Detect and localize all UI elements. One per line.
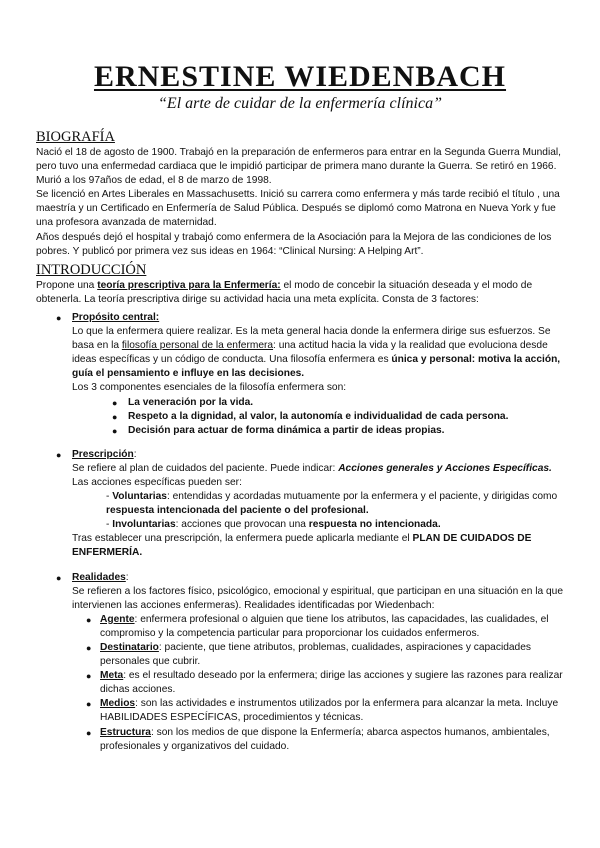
section-prescripcion (36, 448, 564, 561)
voluntarias-item (72, 490, 564, 518)
proposito-heading: Propósito central: (72, 311, 160, 323)
proposito-text-1: Lo que la enfermera quiere realizar. Es la meta general hacia donde la enfermera dirige sus esfuerzos. Se basa en la (72, 326, 551, 352)
proposito-underlined: filosofía personal de la enfermera (121, 340, 274, 352)
bullet-icon: ● (86, 671, 92, 682)
biografia-paragraph-3: Años después dejó el hospital y trabajó como enfermera de la Asociación para la Mejora de las condiciones de los pobres. Y publicó por primera vez sus ideas en 1964: “Clinical Nursing: A Helping Art”. (36, 231, 552, 257)
realidades-list (72, 613, 564, 754)
voluntarias-label: Voluntarias (112, 491, 167, 503)
prescripcion-plan (72, 532, 564, 560)
introduccion-heading: INTRODUCCIÓN (36, 261, 147, 278)
list-item (86, 641, 564, 669)
bullet-icon: ● (56, 572, 62, 583)
realidades-paragraph: Se refieren a los factores físico, psicológico, emocional y espiritual, que participan en una situación en la que intervienen las acciones enfermeras). Realidades identificadas por Wiedenbach: (72, 585, 563, 611)
bullet-icon: ● (56, 449, 62, 460)
proposito-components-intro: Los 3 componentes esenciales de la filosofía enfermera son: (72, 382, 347, 394)
bullet-icon: ● (56, 312, 62, 323)
realidad-text: : son los medios de que dispone la Enfermería; abarca aspectos humanos, ambientales, profesionales y organizativos del cuidado. (100, 726, 550, 752)
intro-text-c: el modo de concebir la situación deseada y el modo de obtenerla. La teoría prescriptiva dirige su actividad hacia una meta explícita. Consta de 3 factores: (36, 279, 533, 305)
voluntarias-bold: respuesta intencionada del paciente o del profesional. (106, 505, 369, 517)
bullet-icon: ● (86, 643, 92, 653)
involuntarias-text: : acciones que provocan una (175, 519, 309, 531)
bullet-icon: ● (86, 699, 92, 710)
prescripcion-colon: : (133, 448, 137, 460)
voluntarias-text: : entendidas y acordadas mutuamente por la enfermera y el paciente, y dirigidas como (166, 491, 558, 503)
proposito-text-2: : una actitud hacia la vida y la realidad que evoluciona desde ideas específicas y un código de conducta. Una filosofía enfermera es (72, 340, 548, 366)
document-subtitle: “El arte de cuidar de la enfermería clínica” (158, 95, 442, 112)
list-item (86, 697, 564, 725)
bullet-icon: ● (112, 411, 118, 422)
intro-theory-term: teoría prescriptiva para la Enfermería: (97, 279, 281, 291)
list-item (86, 726, 564, 754)
list-item-text: La veneración por la vida. (128, 396, 254, 408)
section-proposito (36, 311, 564, 438)
realidades-heading: Realidades (72, 571, 126, 583)
biografia-paragraph-2: Se licenció en Artes Liberales en Massachusetts. Inició su carrera como enfermera y más tarde recibió el título , una maestría y un Certificado en Enfermería de Salud Pública. Después se diplomó como Matrona en Nueva York y fue una profesora avanzada de maternidad. (36, 189, 560, 229)
list-item-text: Respeto a la dignidad, al valor, la autonomía e individualidad de cada persona. (128, 410, 509, 422)
proposito-list (72, 396, 564, 438)
realidad-text: : paciente, que tiene atributos, problemas, cualidades, aspiraciones y capacidades personales que cubrir. (100, 642, 531, 668)
list-item (72, 396, 564, 410)
document-body (36, 129, 564, 754)
intro-text-a: Propone una (36, 279, 98, 291)
list-item-text: Decisión para actuar de forma dinámica a partir de ideas propias. (128, 424, 445, 436)
bullet-icon: ● (112, 397, 118, 408)
section-realidades (36, 571, 564, 754)
list-item (86, 613, 564, 641)
dash: - (106, 491, 113, 503)
prescripcion-text-2: Tras establecer una prescripción, la enfermera puede aplicarla mediante el (72, 533, 413, 545)
prescripcion-plan-bold: PLAN DE CUIDADOS DE ENFERMERÍA. (72, 533, 532, 559)
bullet-icon: ● (112, 425, 118, 436)
realidad-label: Destinatario (100, 642, 159, 653)
document-title: ERNESTINE WIEDENBACH (93, 60, 507, 93)
realidad-label: Medios (100, 698, 136, 710)
list-item (72, 424, 564, 438)
prescripcion-paragraph (72, 462, 564, 490)
list-item (72, 410, 564, 424)
realidad-label: Agente (100, 613, 135, 625)
list-item (86, 669, 564, 697)
bullet-icon: ● (86, 614, 92, 625)
dash: - (106, 519, 113, 531)
proposito-paragraph (72, 325, 564, 381)
realidad-text: : es el resultado deseado por la enfermera; dirige las acciones y sugiere las razones para realizar dichas acciones. (100, 670, 563, 696)
realidad-label: Estructura (100, 726, 151, 738)
biografia-paragraph-1: Nació el 18 de agosto de 1900. Trabajó en la preparación de enfermeros para entrar en la Segunda Guerra Mundial, pero tuvo una enfermedad cardiaca que le impidió participar de primera mano durante la Guerra. Se retiró en 1966. Murió a los 97años de edad, el 8 de marzo de 1998. (36, 147, 561, 187)
realidades-colon: : (125, 571, 129, 583)
proposito-bold: única y personal: motiva la acción, guía el pensamiento e influye en las decisiones. (72, 354, 561, 380)
realidad-text: : son las actividades e instrumentos utilizados por la enfermera para alcanzar la meta. Incluye HABILIDADES ESPECÍFICAS, procedimientos y técnicas. (100, 698, 559, 724)
prescripcion-text-1: Se refiere al plan de cuidados del paciente. Puede indicar: (72, 462, 339, 474)
realidad-text: : enfermera profesional o alguien que tiene los atributos, las capacidades, las cualidades, el compromiso y la competencia particular para proporcionar los cuidados enfermeros. (100, 613, 549, 639)
biografia-heading: BIOGRAFÍA (36, 129, 115, 145)
involuntarias-item (72, 518, 564, 532)
involuntarias-bold: respuesta no intencionada. (308, 519, 441, 531)
realidad-label: Meta (100, 670, 124, 682)
prescripcion-heading: Prescripción (72, 448, 134, 460)
bullet-icon: ● (86, 727, 92, 738)
prescripcion-actions: Acciones generales y Acciones Específicas. (338, 462, 552, 474)
involuntarias-label: Involuntarias (112, 519, 176, 531)
introduccion-paragraph (36, 279, 564, 307)
prescripcion-text-end: Las acciones específicas pueden ser: (72, 476, 242, 488)
